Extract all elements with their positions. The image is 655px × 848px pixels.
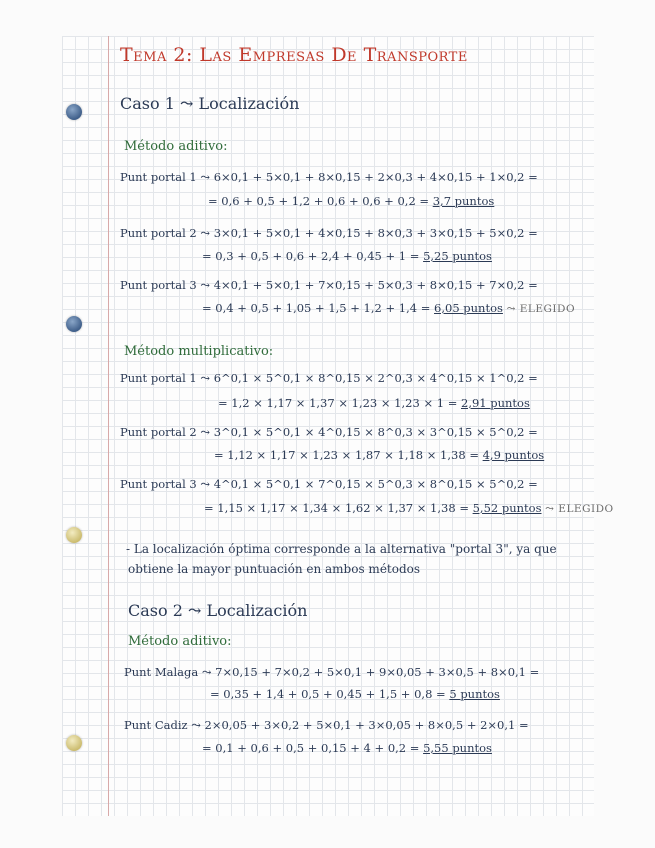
case2-additive-label: Método aditivo: [128,634,232,649]
row-result: 5 puntos [449,687,500,701]
row-result: 3,7 puntos [432,194,495,208]
conclusion-line-1: - La localización óptima corresponde a la alternativa "portal 3", ya que [126,542,557,556]
row-formula: 3×0,1 + 5×0,1 + 4×0,15 + 8×0,3 + 3×0,15 + 5×0,2 = [213,226,538,240]
row-sum: = 0,4 + 0,5 + 1,05 + 1,5 + 1,2 + 1,4 = [202,301,431,315]
margin-line [108,36,109,816]
case1-heading: Caso 1 ⤳ Localización [120,94,300,113]
row-sum: = 1,12 × 1,17 × 1,23 × 1,87 × 1,18 × 1,38 = [214,448,479,462]
row-formula: 4×0,1 + 5×0,1 + 7×0,15 + 5×0,3 + 8×0,15 + 7×0,2 = [213,278,538,292]
row-sum: = 0,3 + 0,5 + 0,6 + 2,4 + 0,45 + 1 = [202,249,420,263]
row-sum: = 0,35 + 1,4 + 0,5 + 0,45 + 1,5 + 0,8 = [210,687,446,701]
elegido-tag: ⤳ ELEGIDO [545,503,614,515]
row-name: Punt portal 2 ⤳ [120,226,211,240]
case1-multiplicative-label: Método multiplicativo: [124,344,274,359]
row-result: 4,9 puntos [482,448,545,462]
binder-hole-icon [66,104,82,120]
row-result: 5,25 puntos [423,249,492,263]
row-formula: 4^0,1 × 5^0,1 × 7^0,15 × 5^0,3 × 8^0,15 × 5^0,2 = [213,477,538,491]
case1-additive-label: Método aditivo: [124,139,228,154]
row-name: Punt portal 3 ⤳ [120,477,211,491]
row-result: 6,05 puntos [434,301,503,315]
elegido-tag: ⤳ ELEGIDO [506,303,576,315]
row-name: Punt portal 2 ⤳ [120,425,211,439]
binder-hole-icon [66,316,82,332]
conclusion-line-2: obtiene la mayor puntuación en ambos métodos [128,562,421,576]
row-name: Punt portal 1 ⤳ [120,371,211,385]
row-sum: = 0,1 + 0,6 + 0,5 + 0,15 + 4 + 0,2 = [202,741,420,755]
row-name: Punt portal 1 ⤳ [120,170,211,184]
row-formula: 2×0,05 + 3×0,2 + 5×0,1 + 3×0,05 + 8×0,5 + 2×0,1 = [204,718,529,732]
row-result: 5,55 puntos [423,741,492,755]
binder-hole-icon [66,527,82,543]
row-name: Punt portal 3 ⤳ [120,278,211,292]
row-sum: = 1,2 × 1,17 × 1,37 × 1,23 × 1,23 × 1 = [218,396,458,410]
row-formula: 3^0,1 × 5^0,1 × 4^0,15 × 8^0,3 × 3^0,15 × 5^0,2 = [213,425,538,439]
row-name: Punt Malaga ⤳ [124,665,212,679]
row-sum: = 1,15 × 1,17 × 1,34 × 1,62 × 1,37 × 1,38 = [204,501,469,515]
page-title: Tema 2: Las Empresas De Transporte [120,44,468,66]
row-name: Punt Cadiz ⤳ [124,718,201,732]
row-sum: = 0,6 + 0,5 + 1,2 + 0,6 + 0,6 + 0,2 = [208,194,430,208]
row-result: 2,91 puntos [461,396,530,410]
row-formula: 6×0,1 + 5×0,1 + 8×0,15 + 2×0,3 + 4×0,15 + 1×0,2 = [213,170,538,184]
row-formula: 6^0,1 × 5^0,1 × 8^0,15 × 2^0,3 × 4^0,15 × 1^0,2 = [213,371,538,385]
binder-hole-icon [66,735,82,751]
row-result: 5,52 puntos [472,501,542,515]
case2-heading: Caso 2 ⤳ Localización [128,601,308,620]
row-formula: 7×0,15 + 7×0,2 + 5×0,1 + 9×0,05 + 3×0,5 + 8×0,1 = [215,665,540,679]
